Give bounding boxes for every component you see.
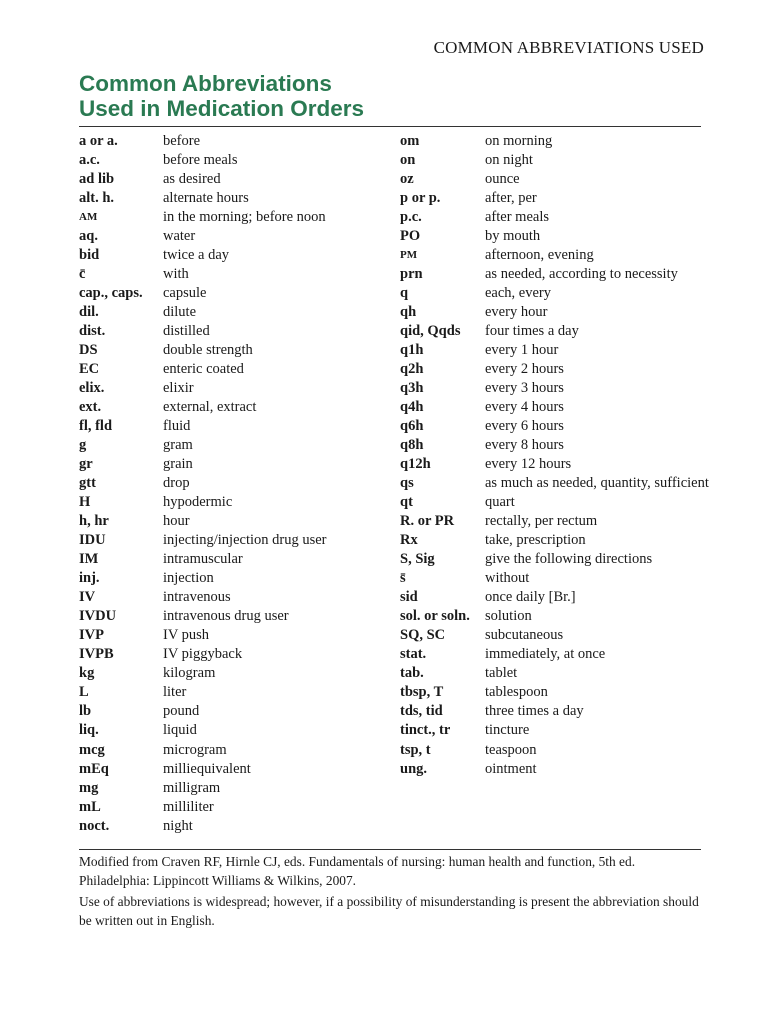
abbreviation-term: ext. — [79, 399, 102, 416]
abbreviation-definition: tincture — [485, 722, 530, 739]
abbreviation-entry — [400, 190, 710, 209]
abbreviation-definition: gram — [163, 437, 193, 454]
abbreviation-entry — [79, 799, 389, 818]
abbreviation-term: mEq — [79, 760, 109, 777]
abbreviation-term: stat. — [400, 646, 427, 663]
abbreviation-column-left — [79, 133, 389, 837]
abbreviation-definition: alternate hours — [163, 190, 249, 207]
abbreviation-entry — [400, 133, 710, 152]
abbreviation-definition: as needed, according to necessity — [485, 266, 678, 283]
abbreviation-definition: every 3 hours — [485, 380, 564, 397]
abbreviation-definition: every 6 hours — [485, 418, 564, 435]
bottom-divider — [79, 849, 701, 850]
abbreviation-term: alt. h. — [79, 190, 115, 207]
abbreviation-entry — [400, 399, 710, 418]
abbreviation-term: Rx — [400, 532, 418, 549]
abbreviation-definition: take, prescription — [485, 532, 586, 549]
abbreviation-term: S, Sig — [400, 551, 435, 568]
abbreviation-entry — [400, 742, 710, 761]
title-line-2: Used in Medication Orders — [79, 95, 365, 121]
abbreviation-term: q2h — [400, 361, 424, 378]
abbreviation-definition: on morning — [485, 133, 553, 149]
abbreviation-definition: tablespoon — [485, 684, 548, 701]
source-citation: Modified from Craven RF, Hirnle CJ, eds. Fundamentals of nursing: human health and function, 5th ed. Philadelphia: Lippincott Williams & Wilkins, 2007. — [79, 854, 636, 888]
title-line-1: Common Abbreviations — [79, 71, 332, 96]
abbreviation-entry — [79, 551, 389, 570]
abbreviation-column-right — [400, 133, 710, 780]
abbreviation-term: ad lib — [79, 171, 115, 188]
abbreviation-term: h, hr — [79, 513, 109, 530]
abbreviation-term: qh — [400, 304, 417, 321]
abbreviation-term: tds, tid — [400, 703, 443, 720]
abbreviation-entry — [400, 342, 710, 361]
abbreviation-definition: three times a day — [485, 703, 584, 720]
abbreviation-term: q — [400, 285, 409, 302]
abbreviation-definition: every 12 hours — [485, 456, 572, 473]
abbreviation-term: q12h — [400, 456, 431, 473]
abbreviation-definition: water — [163, 228, 196, 245]
usage-note: Use of abbreviations is widespread; however, if a possibility of misunderstanding is present the abbreviation should be written out in English. — [79, 894, 699, 928]
abbreviation-term: IVPB — [79, 646, 114, 663]
abbreviation-definition: enteric coated — [163, 361, 244, 378]
abbreviation-definition: after meals — [485, 209, 550, 226]
abbreviation-term: oz — [400, 171, 414, 188]
abbreviation-definition: dilute — [163, 304, 197, 321]
abbreviation-term: p or p. — [400, 190, 441, 207]
abbreviation-entry — [79, 475, 389, 494]
abbreviation-term: gr — [79, 456, 93, 473]
abbreviation-definition: as much as needed, quantity, sufficient — [485, 475, 709, 492]
abbreviation-term: kg — [79, 665, 95, 682]
abbreviation-entry — [400, 665, 710, 684]
abbreviation-entry — [400, 532, 710, 551]
abbreviation-definition: every 8 hours — [485, 437, 564, 454]
abbreviation-entry — [79, 494, 389, 513]
abbreviation-term: PO — [400, 228, 421, 245]
abbreviation-entry — [400, 418, 710, 437]
abbreviation-term: a or a. — [79, 133, 118, 149]
abbreviation-entry — [79, 608, 389, 627]
abbreviation-entry — [400, 228, 710, 247]
abbreviation-entry — [79, 761, 389, 780]
abbreviation-definition: by mouth — [485, 228, 541, 245]
abbreviation-definition: distilled — [163, 323, 210, 340]
abbreviation-entry — [79, 323, 389, 342]
abbreviation-entry — [400, 323, 710, 342]
abbreviation-definition: every 1 hour — [485, 342, 559, 359]
abbreviation-term: IVDU — [79, 608, 117, 625]
abbreviation-term: tinct., tr — [400, 722, 451, 739]
abbreviation-term: prn — [400, 266, 423, 283]
abbreviation-definition: drop — [163, 475, 190, 492]
abbreviation-term: IDU — [79, 532, 106, 549]
abbreviation-entry — [79, 190, 389, 209]
abbreviation-term: dist. — [79, 323, 106, 340]
abbreviation-definition: fluid — [163, 418, 191, 435]
abbreviation-entry — [79, 818, 389, 837]
abbreviation-term: qid, Qqds — [400, 323, 461, 340]
abbreviation-entry — [79, 171, 389, 190]
abbreviation-term: om — [400, 133, 420, 149]
abbreviation-entry — [400, 380, 710, 399]
abbreviation-term: IVP — [79, 627, 104, 644]
abbreviation-term: AM — [79, 211, 98, 224]
abbreviation-entry — [79, 380, 389, 399]
abbreviation-definition: teaspoon — [485, 741, 537, 758]
abbreviation-entry — [79, 285, 389, 304]
abbreviation-term: ung. — [400, 760, 428, 777]
abbreviation-definition: without — [485, 570, 530, 587]
abbreviation-entry — [400, 266, 710, 285]
abbreviation-term: mL — [79, 798, 101, 815]
abbreviation-definition: after, per — [485, 190, 537, 207]
abbreviation-entry — [400, 361, 710, 380]
abbreviation-definition: elixir — [163, 380, 194, 397]
abbreviation-definition: every 4 hours — [485, 399, 564, 416]
abbreviation-term: c̄ — [79, 266, 86, 283]
abbreviation-term: IV — [79, 589, 96, 606]
abbreviation-term: dil. — [79, 304, 99, 321]
abbreviation-term: H — [79, 494, 91, 511]
abbreviation-definition: in the morning; before noon — [163, 209, 326, 226]
abbreviation-term: sol. or soln. — [400, 608, 470, 625]
abbreviation-entry — [400, 646, 710, 665]
abbreviation-term: fl, fld — [79, 418, 113, 435]
abbreviation-term: on — [400, 152, 416, 169]
abbreviation-definition: intravenous — [163, 589, 231, 606]
abbreviation-definition: every hour — [485, 304, 548, 321]
abbreviation-term: qt — [400, 494, 413, 511]
abbreviation-definition: liquid — [163, 722, 197, 739]
abbreviation-entry — [79, 703, 389, 722]
abbreviation-entry — [400, 494, 710, 513]
abbreviation-entry — [400, 570, 710, 589]
abbreviation-entry — [400, 285, 710, 304]
abbreviation-entry — [79, 152, 389, 171]
abbreviation-entry — [79, 437, 389, 456]
abbreviation-term: R. or PR — [400, 513, 455, 530]
abbreviation-entry — [79, 342, 389, 361]
abbreviation-entry — [79, 513, 389, 532]
abbreviation-definition: milligram — [163, 779, 221, 796]
abbreviation-definition: double strength — [163, 342, 253, 359]
abbreviation-definition: kilogram — [163, 665, 216, 682]
abbreviation-entry — [79, 742, 389, 761]
abbreviation-entry — [400, 475, 710, 494]
abbreviation-definition: grain — [163, 456, 193, 473]
abbreviation-term: qs — [400, 475, 414, 492]
abbreviation-entry — [79, 418, 389, 437]
abbreviation-entry — [400, 722, 710, 741]
abbreviation-definition: injection — [163, 570, 214, 587]
abbreviation-term: cap., caps. — [79, 285, 143, 302]
abbreviation-entry — [400, 456, 710, 475]
abbreviation-term: q4h — [400, 399, 424, 416]
abbreviation-definition: rectally, per rectum — [485, 513, 598, 530]
abbreviation-definition: quart — [485, 494, 515, 511]
abbreviation-definition: on night — [485, 152, 533, 169]
abbreviation-definition: intravenous drug user — [163, 608, 289, 625]
abbreviation-entry — [400, 304, 710, 323]
abbreviation-definition: IV push — [163, 627, 210, 644]
abbreviation-definition: every 2 hours — [485, 361, 564, 378]
abbreviation-term: q6h — [400, 418, 424, 435]
abbreviation-term: tbsp, T — [400, 684, 444, 701]
abbreviation-definition: milliliter — [163, 798, 214, 815]
abbreviation-term: PM — [400, 249, 418, 262]
abbreviation-entry — [79, 304, 389, 323]
abbreviation-term: p.c. — [400, 209, 422, 226]
abbreviation-definition: tablet — [485, 665, 518, 682]
abbreviation-term: elix. — [79, 380, 105, 397]
abbreviation-entry — [79, 361, 389, 380]
abbreviation-term: sid — [400, 589, 418, 606]
abbreviation-definition: with — [163, 266, 189, 283]
abbreviation-definition: give the following directions — [485, 551, 653, 568]
abbreviation-definition: liter — [163, 684, 187, 701]
abbreviation-term: tab. — [400, 665, 424, 682]
abbreviation-term: q8h — [400, 437, 424, 454]
abbreviation-entry — [400, 589, 710, 608]
abbreviation-entry — [400, 761, 710, 780]
abbreviation-term: EC — [79, 361, 100, 378]
abbreviation-entry — [400, 437, 710, 456]
abbreviation-term: lb — [79, 703, 92, 720]
abbreviation-entry — [79, 665, 389, 684]
abbreviation-entry — [400, 152, 710, 171]
abbreviation-entry — [400, 703, 710, 722]
abbreviation-term: noct. — [79, 817, 110, 834]
abbreviation-definition: once daily [Br.] — [485, 589, 576, 606]
abbreviation-definition: solution — [485, 608, 532, 625]
abbreviation-entry — [400, 627, 710, 646]
abbreviation-entry — [79, 266, 389, 285]
abbreviation-term: mcg — [79, 741, 105, 758]
abbreviation-entry — [400, 171, 710, 190]
abbreviation-definition: before — [163, 133, 201, 149]
abbreviation-definition: injecting/injection drug user — [163, 532, 327, 549]
abbreviation-definition: ointment — [485, 760, 537, 777]
abbreviation-entry — [79, 247, 389, 266]
abbreviation-definition: night — [163, 817, 193, 834]
abbreviation-entry — [79, 399, 389, 418]
abbreviation-entry — [79, 589, 389, 608]
abbreviation-entry — [400, 209, 710, 228]
abbreviation-entry — [79, 722, 389, 741]
abbreviation-term: gtt — [79, 475, 96, 492]
abbreviation-entry — [79, 532, 389, 551]
footer-notes — [79, 853, 705, 933]
running-head: COMMON ABBREVIATIONS USED — [433, 38, 704, 57]
abbreviation-definition: intramuscular — [163, 551, 243, 568]
abbreviation-term: bid — [79, 247, 100, 264]
abbreviation-definition: milliequivalent — [163, 760, 251, 777]
abbreviation-term: DS — [79, 342, 98, 359]
abbreviation-term: a.c. — [79, 152, 100, 169]
abbreviation-definition: twice a day — [163, 247, 230, 264]
abbreviation-definition: hypodermic — [163, 494, 233, 511]
abbreviation-definition: immediately, at once — [485, 646, 606, 663]
abbreviation-definition: subcutaneous — [485, 627, 564, 644]
abbreviation-entry — [79, 570, 389, 589]
abbreviation-definition: hour — [163, 513, 190, 530]
abbreviation-term: IM — [79, 551, 99, 568]
abbreviation-term: liq. — [79, 722, 99, 739]
abbreviation-entry — [79, 209, 389, 228]
abbreviation-term: L — [79, 684, 89, 701]
abbreviation-definition: before meals — [163, 152, 238, 169]
abbreviation-entry — [400, 684, 710, 703]
abbreviation-definition: as desired — [163, 171, 221, 188]
abbreviation-term: g — [79, 437, 87, 454]
abbreviation-term: SQ, SC — [400, 627, 446, 644]
abbreviation-entry — [400, 551, 710, 570]
abbreviation-term: s̄ — [400, 570, 406, 587]
abbreviation-entry — [400, 608, 710, 627]
abbreviation-definition: four times a day — [485, 323, 579, 340]
top-divider — [79, 126, 701, 127]
abbreviation-entry — [400, 247, 710, 266]
abbreviation-term: tsp, t — [400, 741, 431, 758]
abbreviation-definition: afternoon, evening — [485, 247, 594, 264]
abbreviation-entry — [79, 684, 389, 703]
abbreviation-entry — [79, 627, 389, 646]
abbreviation-definition: pound — [163, 703, 200, 720]
abbreviation-entry — [79, 780, 389, 799]
abbreviation-term: inj. — [79, 570, 100, 587]
abbreviation-entry — [79, 228, 389, 247]
abbreviation-term: mg — [79, 779, 99, 796]
abbreviation-definition: IV piggyback — [163, 646, 243, 663]
abbreviation-entry — [79, 133, 389, 152]
abbreviation-entry — [79, 456, 389, 475]
abbreviation-definition: ounce — [485, 171, 520, 188]
abbreviation-term: aq. — [79, 228, 98, 245]
abbreviation-definition: capsule — [163, 285, 207, 302]
abbreviation-definition: external, extract — [163, 399, 257, 416]
abbreviation-entry — [79, 646, 389, 665]
abbreviation-definition: each, every — [485, 285, 552, 302]
page-title — [79, 72, 364, 121]
abbreviation-term: q3h — [400, 380, 424, 397]
abbreviation-definition: microgram — [163, 741, 227, 758]
abbreviation-term: q1h — [400, 342, 424, 359]
abbreviation-entry — [400, 513, 710, 532]
